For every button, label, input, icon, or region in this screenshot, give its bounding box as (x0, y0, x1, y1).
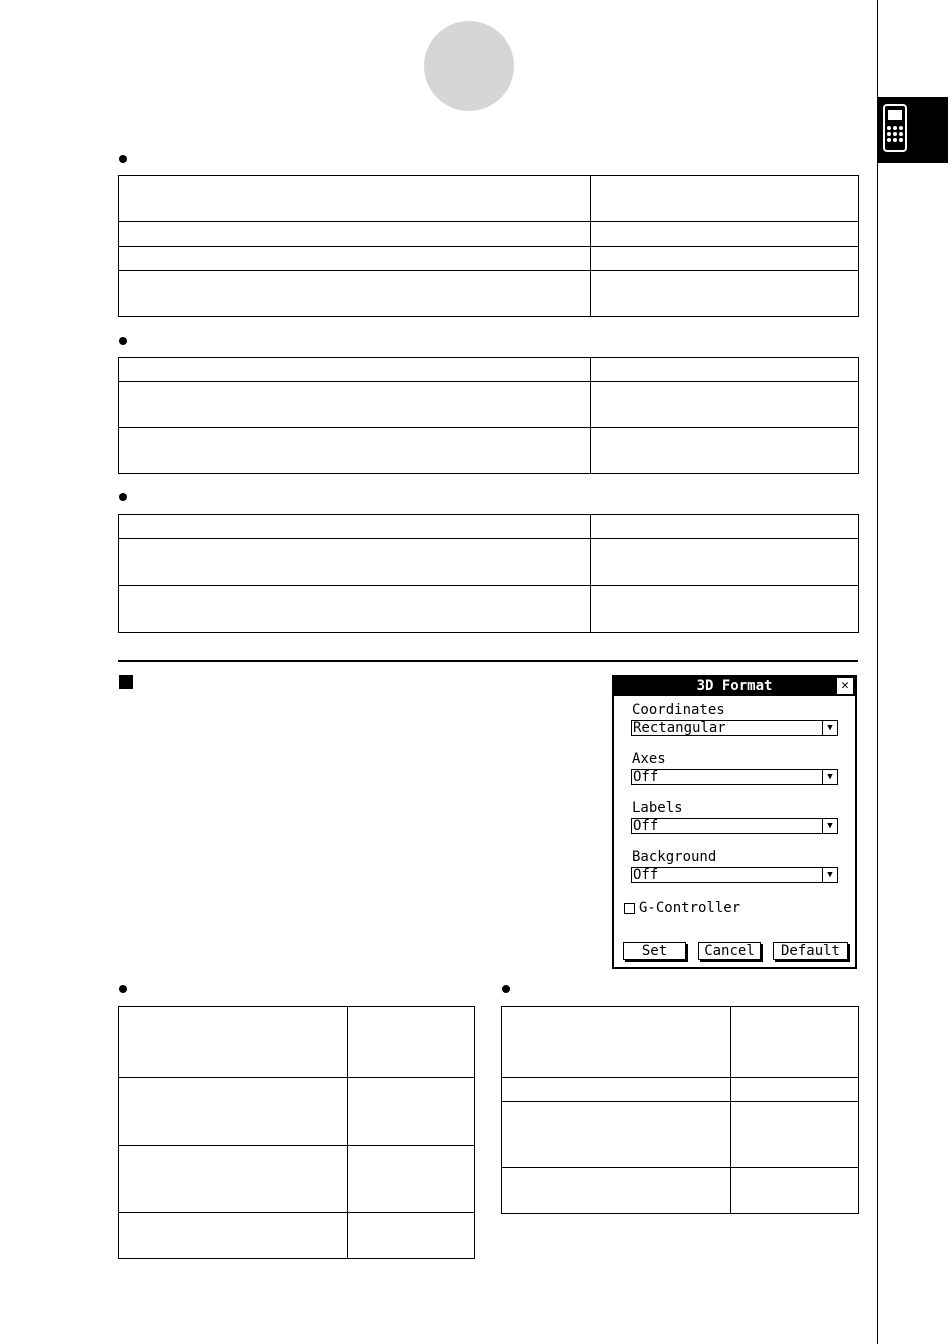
table-row (502, 1078, 859, 1102)
settings-table-3 (118, 514, 859, 633)
settings-table-1 (118, 175, 859, 317)
bullet-icon (119, 155, 127, 163)
chevron-down-icon[interactable]: ▼ (822, 868, 837, 882)
bullet-icon (119, 985, 127, 993)
calculator-icon (883, 104, 907, 152)
g-controller-checkbox[interactable] (624, 900, 740, 916)
table-row (119, 1007, 475, 1078)
chevron-down-icon[interactable]: ▼ (822, 721, 837, 735)
square-icon (119, 675, 133, 689)
table-row (119, 247, 859, 271)
checkbox-icon[interactable] (624, 903, 635, 914)
axes-value: Off (633, 769, 659, 785)
bullet-icon (502, 985, 510, 993)
background-select[interactable] (631, 867, 838, 883)
settings-table-2 (118, 357, 859, 474)
axes-select[interactable] (631, 769, 838, 785)
chevron-down-icon[interactable]: ▼ (822, 770, 837, 784)
table-row (119, 586, 859, 633)
table-row (119, 382, 859, 428)
labels-select[interactable] (631, 818, 838, 834)
table-row (502, 1102, 859, 1168)
margin-rule (877, 0, 878, 1344)
3d-format-dialog (612, 675, 857, 969)
table-row (119, 1146, 475, 1213)
coordinates-value: Rectangular (633, 720, 726, 736)
table-row (119, 1213, 475, 1259)
table-row (119, 176, 859, 222)
page-number-circle (424, 21, 514, 111)
table-row (119, 539, 859, 586)
close-icon[interactable]: ✕ (837, 678, 853, 694)
settings-table-5 (501, 1006, 859, 1214)
table-row (119, 358, 859, 382)
labels-value: Off (633, 818, 659, 834)
table-row (502, 1168, 859, 1214)
default-button[interactable]: Default (773, 942, 848, 960)
settings-table-4 (118, 1006, 475, 1259)
background-label: Background (632, 849, 717, 865)
g-controller-label: G-Controller (639, 900, 741, 916)
dialog-title: 3D Format (696, 678, 773, 694)
bullet-icon (119, 337, 127, 345)
set-button[interactable]: Set (623, 942, 686, 960)
table-row (119, 1078, 475, 1146)
table-row (502, 1007, 859, 1078)
table-row (119, 428, 859, 474)
dialog-titlebar (614, 677, 855, 696)
bullet-icon (119, 493, 127, 501)
table-row (119, 222, 859, 247)
chevron-down-icon[interactable]: ▼ (822, 819, 837, 833)
cancel-button[interactable]: Cancel (698, 942, 761, 960)
table-row (119, 271, 859, 317)
coordinates-select[interactable] (631, 720, 838, 736)
labels-label: Labels (632, 800, 683, 816)
axes-label: Axes (632, 751, 666, 767)
section-divider (118, 660, 858, 662)
coordinates-label: Coordinates (632, 702, 725, 718)
table-row (119, 515, 859, 539)
background-value: Off (633, 867, 659, 883)
